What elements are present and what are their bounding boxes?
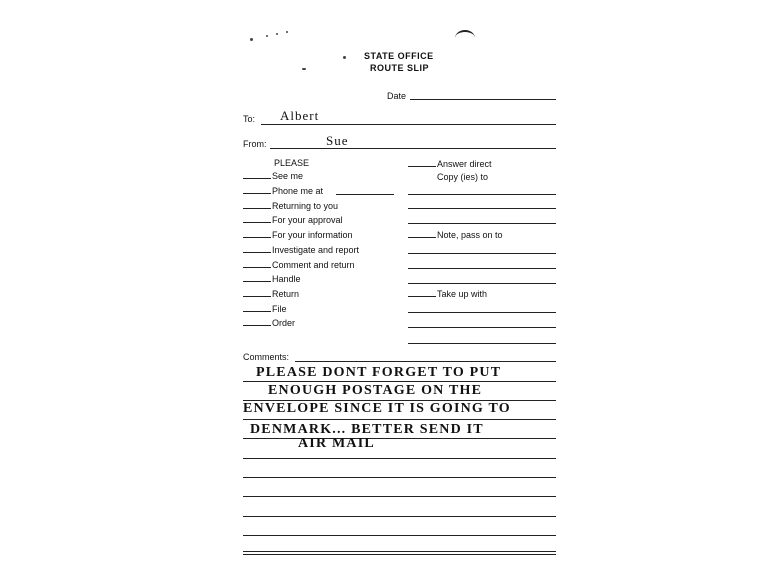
option-label: Answer direct [437, 159, 492, 169]
option-label: See me [272, 171, 304, 181]
option-investigate-and-report[interactable] [243, 245, 359, 255]
comment-text-line: AIR MAIL [298, 436, 375, 451]
option-handle[interactable] [243, 274, 301, 284]
comment-text-line: PLEASE DONT FORGET TO PUT [256, 365, 502, 380]
to-value: Albert [280, 108, 320, 123]
scan-speck [302, 68, 306, 70]
option-return[interactable] [243, 289, 299, 299]
option-label: For your approval [272, 215, 343, 225]
form-bottom-line [243, 551, 556, 552]
option-label: Note, pass on to [437, 230, 503, 240]
option-label: Returning to you [272, 201, 339, 211]
option-for-your-approval[interactable] [243, 215, 343, 225]
comment-text-line: ENOUGH POSTAGE ON THE [268, 383, 483, 398]
option-take-up-with[interactable] [408, 289, 487, 299]
comments-line[interactable] [243, 516, 556, 517]
take-up-line[interactable] [408, 312, 556, 313]
scan-speck [266, 35, 268, 37]
option-returning-to-you[interactable] [243, 201, 338, 211]
option-comment-and-return[interactable] [243, 260, 355, 270]
date-label: Date [387, 91, 407, 101]
comment-text-line: DENMARK... BETTER SEND IT [250, 422, 484, 437]
scan-speck [343, 56, 346, 59]
option-label: File [272, 304, 287, 314]
take-up-line[interactable] [408, 343, 556, 344]
option-note-pass-on-to[interactable] [408, 230, 503, 240]
phone-number-line[interactable] [336, 194, 394, 195]
from-label: From: [243, 139, 267, 149]
comment-text-line: ENVELOPE SINCE IT IS GOING TO [243, 401, 511, 416]
option-label: Order [272, 318, 296, 328]
copies-to-line[interactable] [408, 194, 556, 195]
scan-speck [250, 38, 253, 41]
copies-to-line[interactable] [408, 223, 556, 224]
to-label: To: [243, 114, 256, 124]
option-see-me[interactable] [243, 171, 303, 181]
option-order[interactable] [243, 318, 295, 328]
from-line[interactable] [270, 148, 556, 149]
option-phone-me-at[interactable] [243, 186, 323, 196]
option-label: Phone me at [272, 186, 324, 196]
scan-mark [455, 30, 475, 46]
comments-line[interactable] [243, 458, 556, 459]
pass-on-line[interactable] [408, 268, 556, 269]
option-label: For your information [272, 230, 353, 240]
take-up-line[interactable] [408, 327, 556, 328]
please-heading: PLEASE [274, 158, 310, 168]
date-line[interactable] [410, 99, 556, 100]
pass-on-line[interactable] [408, 283, 556, 284]
pass-on-line[interactable] [408, 253, 556, 254]
option-answer-direct[interactable] [408, 159, 492, 169]
form-title-line1: STATE OFFICE [364, 51, 434, 61]
comments-line[interactable] [243, 477, 556, 478]
comments-line[interactable] [243, 438, 556, 439]
comments-line[interactable] [243, 419, 556, 420]
from-value: Sue [326, 133, 349, 148]
copies-to-label: Copy (ies) to [437, 172, 489, 182]
comments-line[interactable] [243, 496, 556, 497]
option-file[interactable] [243, 304, 287, 314]
comments-line[interactable] [295, 361, 556, 362]
comments-line[interactable] [243, 381, 556, 382]
form-bottom-line [243, 554, 556, 555]
option-label: Take up with [437, 289, 488, 299]
option-label: Return [272, 289, 300, 299]
option-label: Investigate and report [272, 245, 360, 255]
copies-to-line[interactable] [408, 208, 556, 209]
scan-speck [276, 33, 278, 35]
option-label: Comment and return [272, 260, 355, 270]
scan-speck [286, 31, 288, 33]
form-title-line2: ROUTE SLIP [370, 63, 430, 73]
option-label: Handle [272, 274, 301, 284]
comments-line[interactable] [243, 535, 556, 536]
comments-label: Comments: [243, 352, 290, 362]
to-line[interactable] [261, 124, 556, 125]
option-for-your-information[interactable] [243, 230, 353, 240]
